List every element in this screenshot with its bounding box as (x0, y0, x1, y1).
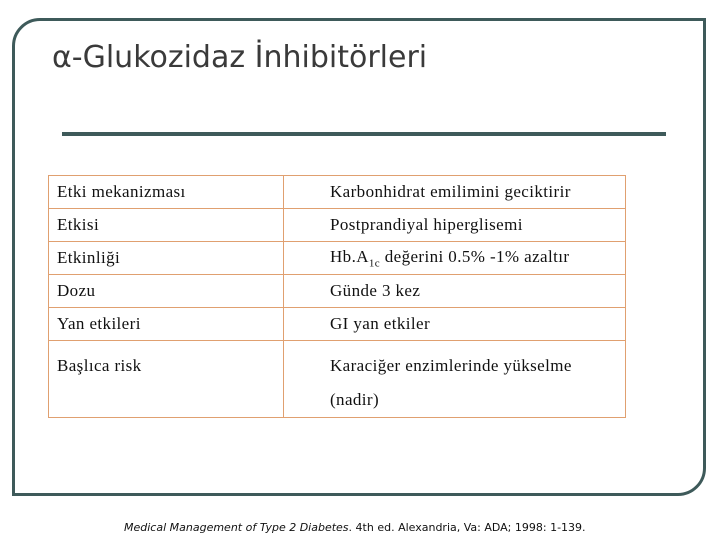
row-value (284, 341, 626, 418)
value-prefix: Hb.A (330, 246, 369, 266)
value-line-1: Karaciğer enzimlerinde yükselme (330, 356, 572, 375)
citation (124, 521, 586, 534)
value-line-2: (nadir) (330, 390, 380, 409)
title-divider (62, 132, 666, 136)
drug-info-table (48, 175, 626, 418)
citation-title: Medical Management of Type 2 Diabetes (124, 521, 349, 534)
table-row (49, 242, 626, 275)
row-label: Yan etkileri (49, 308, 284, 341)
row-label: Başlıca risk (49, 341, 284, 418)
slide-title: α-Glukozidaz İnhibitörleri (52, 40, 428, 75)
row-value: Karbonhidrat emilimini geciktirir (284, 176, 626, 209)
row-value: Postprandiyal hiperglisemi (284, 209, 626, 242)
table-row (49, 308, 626, 341)
row-value (284, 242, 626, 275)
row-label: Etkisi (49, 209, 284, 242)
row-label: Etkinliği (49, 242, 284, 275)
value-subscript: 1c (368, 257, 381, 270)
row-value: Günde 3 kez (284, 275, 626, 308)
table-row (49, 209, 626, 242)
table-row (49, 176, 626, 209)
citation-rest: . 4th ed. Alexandria, Va: ADA; 1998: 1-139. (348, 521, 586, 534)
row-label: Dozu (49, 275, 284, 308)
table-row (49, 275, 626, 308)
table-row (49, 341, 626, 418)
row-value: GI yan etkiler (284, 308, 626, 341)
row-label: Etki mekanizması (49, 176, 284, 209)
value-suffix: değerini 0.5% -1% azaltır (380, 246, 570, 266)
